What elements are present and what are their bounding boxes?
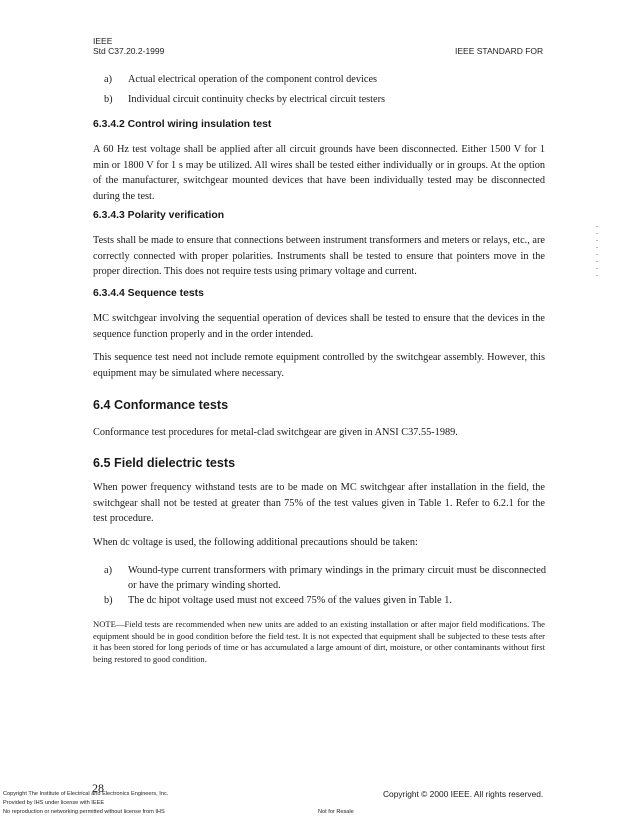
header-org: IEEE — [93, 36, 113, 46]
margin-mark — [596, 226, 598, 276]
paragraph-control-wiring-insulation: A 60 Hz test voltage shall be applied after all circuit grounds have been disconnected. Either 1500 V for 1 min or 1800 V for 1 s may be utilized. All wires shall be tested either individually or in groups. At the option of the manufacturer, switchgear mounted devices that have been individually tested may be disconnected during the test. — [93, 144, 545, 202]
list-item-text: Individual circuit continuity checks by electrical circuit testers — [128, 94, 386, 105]
header-right-title: IEEE STANDARD FOR — [455, 46, 544, 56]
section-heading-6-5: 6.5 Field dielectric tests — [93, 456, 236, 470]
list-item-text: Wound-type current transformers with primary windings in the primary circuit must be disconnected or have the primary winding shorted. — [128, 565, 546, 591]
section-heading-6-3-4-3: 6.3.4.3 Polarity verification — [93, 210, 225, 221]
list-item-label: a) — [104, 565, 112, 576]
paragraph-sequence-tests-1: MC switchgear involving the sequential operation of devices shall be tested to ensure that the devices in the sequence function properly and in the order intended. — [93, 313, 545, 340]
note-paragraph: NOTE—Field tests are recommended when new units are added to an existing installation or after major field modifications. The equipment should be in good condition before the field test. It is not expected that equipment shall be subjected to these tests after it has been stored for long periods of time or has accumulated a large amount of dirt, moisture, or other contaminants without first being restored to good condition. — [93, 619, 545, 664]
list-item-text: Actual electrical operation of the component control devices — [128, 74, 378, 85]
footer-not-for-resale: Not for Resale — [318, 809, 354, 815]
paragraph-conformance-tests: Conformance test procedures for metal-clad switchgear are given in ANSI C37.55-1989. — [93, 427, 458, 438]
header-standard-number: Std C37.20.2-1999 — [93, 46, 165, 56]
list-item-text: The dc hipot voltage used must not exceed 75% of the values given in Table 1. — [128, 595, 452, 606]
paragraph-field-dielectric-1: When power frequency withstand tests are to be made on MC switchgear after installation in the field, the switchgear shall not be tested at greater than 75% of the test values given in Table 1. Refer to 6.2.1 for the test procedure. — [93, 482, 545, 524]
footer-line: Provided by IHS under license with IEEE — [3, 800, 105, 806]
list-item-label: a) — [104, 74, 112, 85]
page-number: 28 — [92, 781, 104, 795]
paragraph-sequence-tests-2: This sequence test need not include remote equipment controlled by the switchgear assembly. However, this equipment may be simulated where necessary. — [93, 352, 545, 379]
footer-line: No reproduction or networking permitted without license from IHS — [3, 809, 165, 815]
section-heading-6-4: 6.4 Conformance tests — [93, 398, 229, 412]
list-item-label: b) — [104, 94, 113, 105]
list-item-label: b) — [104, 595, 113, 606]
footer-line: Copyright The Institute of Electrical and Electronics Engineers, Inc. — [3, 791, 169, 797]
paragraph-polarity-verification: Tests shall be made to ensure that connections between instrument transformers and meters or relays, etc., are correctly connected with proper polarities. Instruments shall be tested to ensure that pointers move in the proper direction. This does not require tests using primary voltage and current. — [93, 235, 545, 277]
section-heading-6-3-4-4: 6.3.4.4 Sequence tests — [93, 288, 204, 299]
section-heading-6-3-4-2: 6.3.4.2 Control wiring insulation test — [93, 119, 272, 130]
paragraph-field-dielectric-2: When dc voltage is used, the following additional precautions should be taken: — [93, 537, 418, 548]
footer-copyright: Copyright © 2000 IEEE. All rights reserved. — [383, 789, 544, 799]
